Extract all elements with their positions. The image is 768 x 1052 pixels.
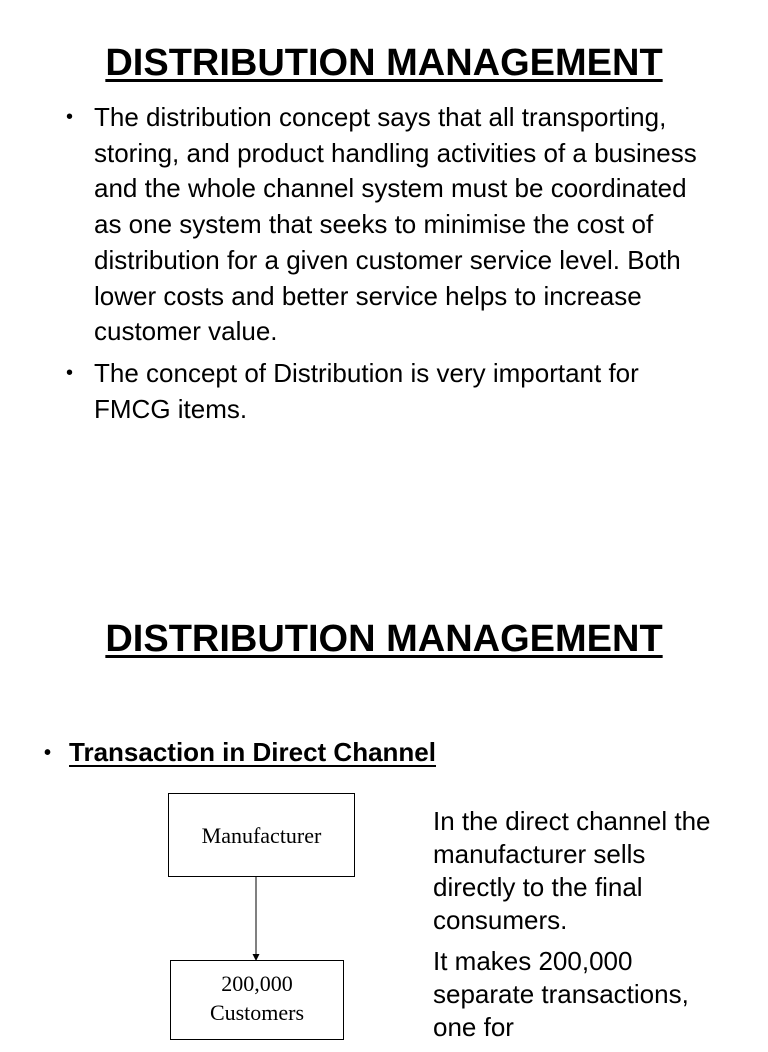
side-paragraph: In the direct channel the manufacturer sells directly to the final consumers. [433, 806, 711, 935]
customers-box [170, 960, 344, 1040]
slide-1-title: DISTRIBUTION MANAGEMENT [105, 42, 663, 84]
customers-count: 200,000 [221, 971, 293, 996]
slide-1 [0, 0, 768, 520]
bullet-marker: • [44, 742, 52, 764]
slide-2-title: DISTRIBUTION MANAGEMENT [105, 618, 663, 660]
bullet-item [62, 356, 712, 427]
bullet-marker: • [66, 106, 74, 128]
customers-label: Customers [209, 1000, 305, 1025]
side-paragraph: It makes 200,000 separate transactions, one for [433, 946, 689, 1042]
bullet-item [62, 100, 712, 350]
manufacturer-box [168, 793, 355, 877]
sub-heading-label: Transaction in Direct Channel [69, 737, 436, 767]
slide-2 [0, 600, 768, 1042]
sub-heading [44, 734, 436, 771]
manufacturer-label: Manufacturer [201, 822, 322, 848]
slide-1-bullet-list [62, 100, 712, 433]
bullet-text: The concept of Distribution is very important for FMCG items. [94, 357, 639, 424]
bullet-text: The distribution concept says that all transporting, storing, and product handling activities of a business and the whole channel system must be coordinated as one system that seeks to minimise the cost of distribution for a given customer service level. Both lower costs and better service helps to increase customer value. [94, 102, 697, 347]
bullet-marker: • [66, 361, 74, 384]
side-explanation [433, 805, 733, 1052]
